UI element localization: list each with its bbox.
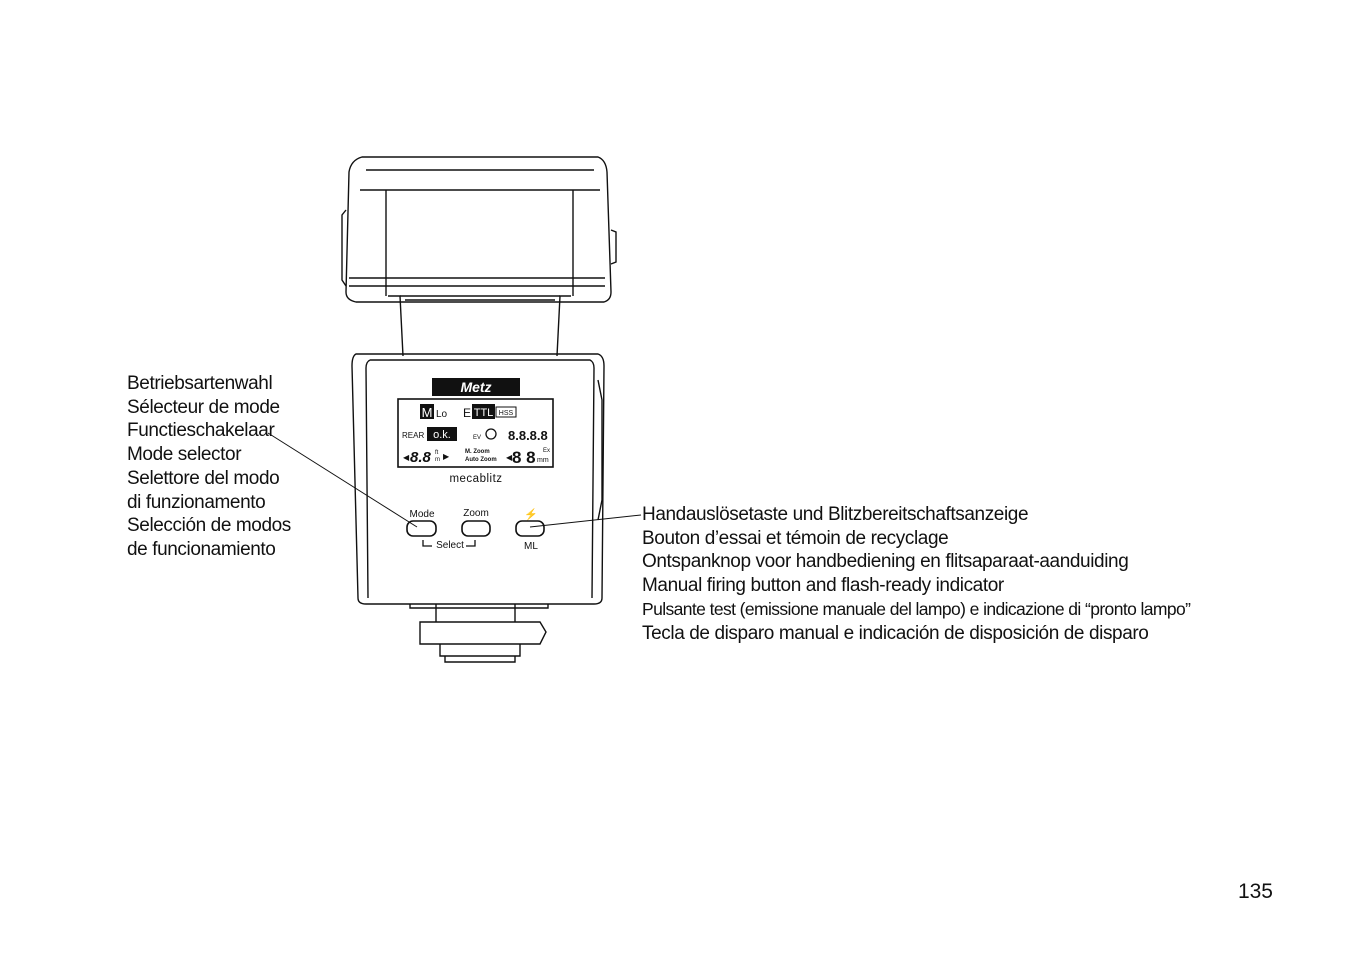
lcd-unit-m: m [435,457,440,463]
label-es-1: Selección de modos [127,515,291,537]
lcd-mode-lo: Lo [436,409,448,420]
flash-head [342,157,616,302]
lcd-hss: HSS [498,410,514,417]
page-number: 135 [1237,880,1273,903]
label-it-1: Selettore del modo [127,467,280,489]
label-es-2: de funcionamiento [127,538,276,560]
mode-selector-labels [127,372,291,562]
label-fr: Bouton d’essai et témoin de recyclage [642,527,949,549]
metz-logo [432,378,520,396]
label-en: Mode selector [127,444,242,466]
lcd-distance-digits: 8.8 [410,449,431,466]
lcd-zoom-digits: 8 8 [512,448,536,467]
lcd-zoom-arrow-icon: ◀ [506,453,513,462]
label-fr: Sélecteur de mode [127,396,280,418]
lcd-mm: mm [537,457,549,464]
lcd-mzoom: M. Zoom [465,449,490,455]
lcd-ttl: TTL [473,407,494,419]
lcd-left-arrow-icon: ◀ [403,453,410,462]
select-label: Select [436,540,464,551]
aperture-icon [486,429,496,439]
lcd-ev-digits: 8.8.8.8 [508,428,548,443]
manual-fire-button[interactable] [516,521,544,536]
flash-icon: ⚡ [524,509,538,521]
lcd-display [398,399,553,467]
logo-text: Metz [460,379,492,395]
lcd-ev: EV [473,435,482,441]
label-nl: Functieschakelaar [127,420,275,442]
label-es: Tecla de disparo manual e indicación de disposición de disparo [642,622,1149,644]
ml-label: ML [524,541,538,552]
brand-mecablitz: mecablitz [449,473,503,485]
lcd-ex: Ex [543,448,551,454]
lcd-ok: o.k. [433,429,451,441]
lcd-rear: REAR [402,431,425,440]
zoom-button-label: Zoom [463,508,489,519]
label-en: Manual firing button and flash-ready indicator [642,575,1004,597]
lcd-autozoom: Auto Zoom [465,457,497,463]
mode-button-label: Mode [409,509,435,520]
control-buttons [407,508,544,552]
label-it: Pulsante test (emissione manuale del lampo) e indicazione di “pronto lampo” [642,598,1191,619]
label-it-2: di funzionamento [127,491,266,513]
lcd-mode-m: M [421,405,433,420]
fire-callout-line [530,515,641,527]
label-nl: Ontspanknop voor handbediening en flitsaparaat-aanduiding [642,551,1129,573]
zoom-button[interactable] [462,521,490,536]
manual-fire-labels [642,503,1190,645]
label-de: Betriebsartenwahl [127,373,273,394]
label-de: Handauslösetaste und Blitzbereitschaftsanzeige [642,504,1029,525]
lcd-mode-e: E [463,406,472,420]
lcd-unit-ft: ft [435,450,439,456]
lcd-right-arrow-icon: ▶ [443,452,450,461]
flash-neck [388,296,571,356]
